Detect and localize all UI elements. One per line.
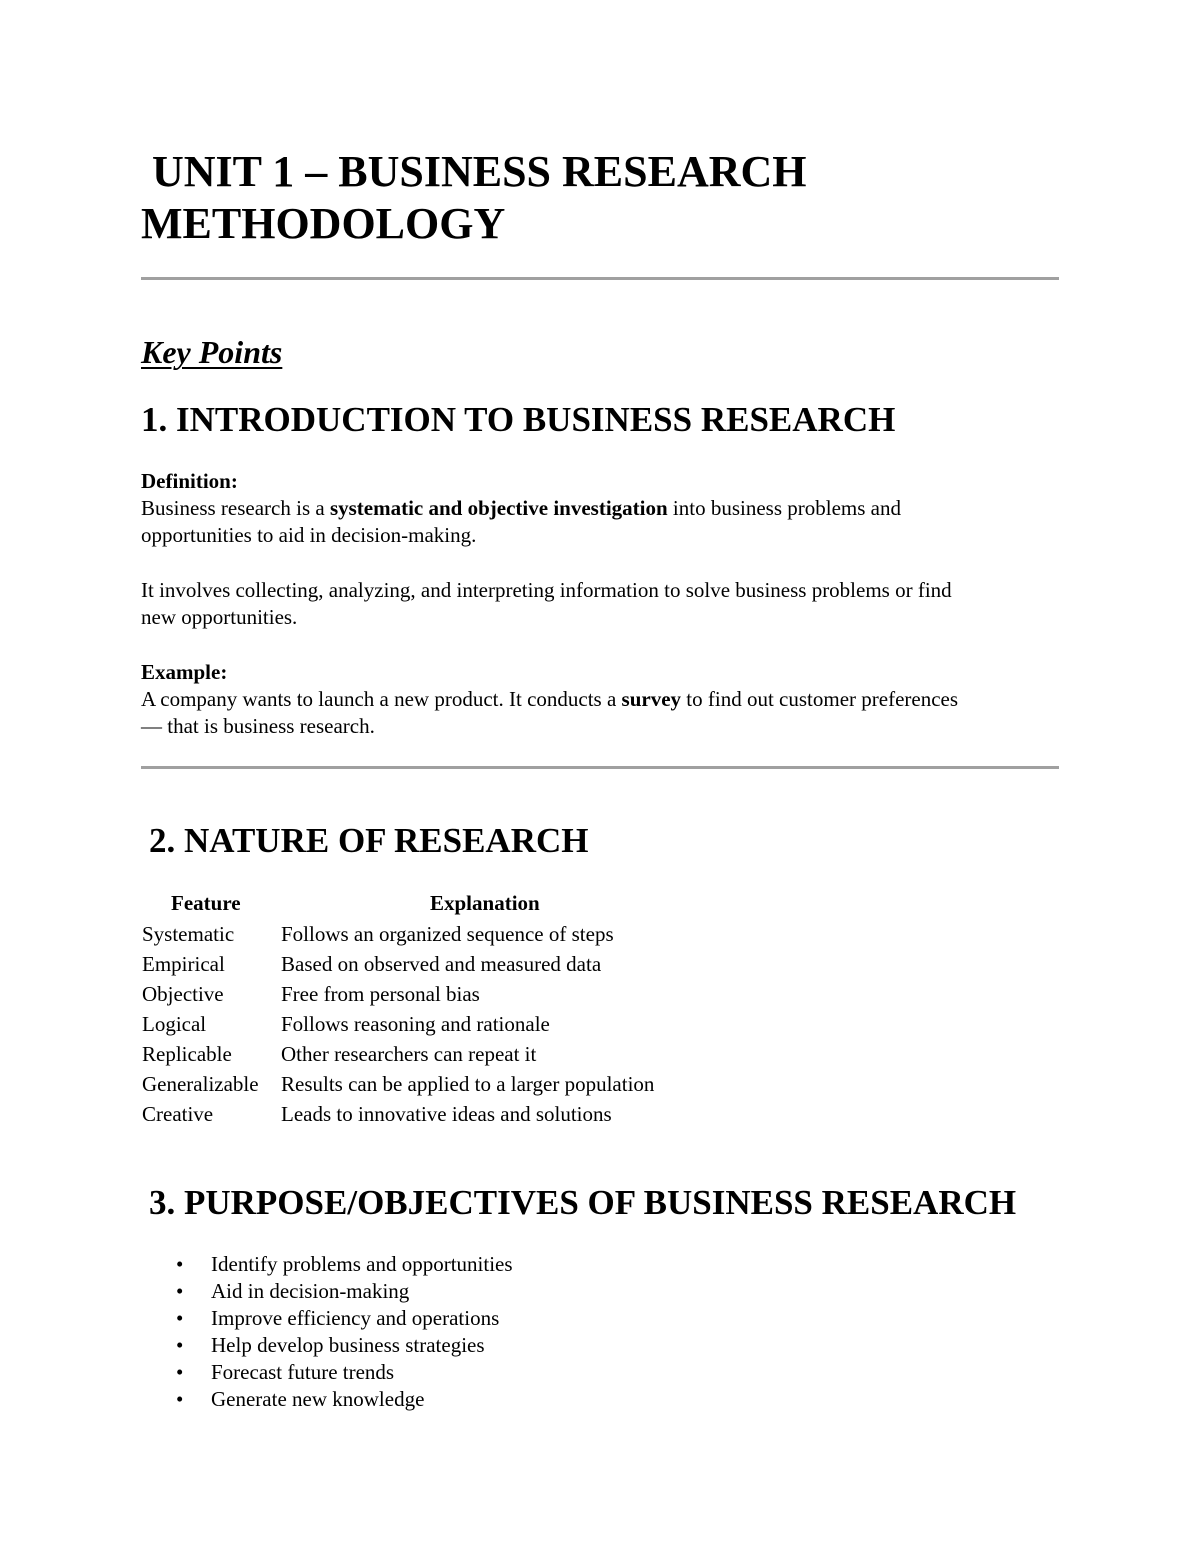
table-cell-feature: Creative [142, 1102, 214, 1126]
example-label: Example: [141, 660, 228, 684]
table-cell-feature: Generalizable [142, 1072, 259, 1096]
definition-text-start: Business research is a [141, 496, 330, 520]
table-cell-explanation: Leads to innovative ideas and solutions [281, 1102, 612, 1126]
list-item [141, 1359, 513, 1386]
bullet-icon: • [176, 1360, 184, 1384]
definition-text-end: into business problems and [667, 496, 901, 520]
table-header-feature: Feature [171, 891, 241, 915]
table-cell-feature: Replicable [142, 1042, 232, 1066]
list-item-text: Improve efficiency and operations [211, 1306, 500, 1330]
list-item-text: Identify problems and opportunities [211, 1252, 513, 1276]
table-cell-feature: Empirical [142, 952, 225, 976]
table-cell-explanation: Follows reasoning and rationale [281, 1012, 550, 1036]
example-line-2: — that is business research. [141, 714, 375, 738]
table-cell-feature: Logical [142, 1012, 207, 1036]
list-item [141, 1332, 513, 1359]
definition-label: Definition: [141, 469, 238, 493]
bullet-icon: • [176, 1333, 184, 1357]
list-item [141, 1305, 513, 1332]
horizontal-rule [141, 766, 1059, 769]
horizontal-rule [141, 277, 1059, 280]
list-item-text: Forecast future trends [211, 1360, 395, 1384]
table-cell-explanation: Free from personal bias [281, 982, 480, 1006]
table-cell-feature: Systematic [142, 922, 235, 946]
objectives-list [141, 1251, 513, 1413]
example-line-1 [141, 686, 958, 713]
bullet-icon: • [176, 1252, 184, 1276]
list-item [141, 1251, 513, 1278]
list-item-text: Generate new knowledge [211, 1387, 425, 1411]
table-cell-explanation: Results can be applied to a larger population [281, 1072, 655, 1096]
paragraph-line-1: It involves collecting, analyzing, and interpreting information to solve business problems or find [141, 578, 952, 602]
title-line-1: UNIT 1 – BUSINESS RESEARCH [152, 147, 807, 196]
list-item-text: Aid in decision-making [211, 1279, 410, 1303]
example-text-start: A company wants to launch a new product. It conducts a [141, 687, 622, 711]
bullet-icon: • [176, 1387, 184, 1411]
bullet-icon: • [176, 1279, 184, 1303]
section-3-heading: 3. PURPOSE/OBJECTIVES OF BUSINESS RESEARCH [149, 1183, 1017, 1222]
definition-line-2: opportunities to aid in decision-making. [141, 523, 477, 547]
list-item-text: Help develop business strategies [211, 1333, 485, 1357]
list-item [141, 1386, 513, 1413]
example-emphasis: survey [621, 687, 682, 711]
table-cell-explanation: Other researchers can repeat it [281, 1042, 537, 1066]
bullet-icon: • [176, 1306, 184, 1330]
table-cell-explanation: Follows an organized sequence of steps [281, 922, 614, 946]
key-points-heading: Key Points [141, 334, 283, 370]
section-2-heading: 2. NATURE OF RESEARCH [149, 821, 589, 860]
paragraph-line-2: new opportunities. [141, 605, 298, 629]
example-text-end: to find out customer preferences [681, 687, 959, 711]
title-line-2: METHODOLOGY [141, 199, 506, 248]
list-item [141, 1278, 513, 1305]
table-cell-explanation: Based on observed and measured data [281, 952, 602, 976]
table-cell-feature: Objective [142, 982, 224, 1006]
definition-line-1 [141, 495, 901, 522]
section-1-heading: 1. INTRODUCTION TO BUSINESS RESEARCH [141, 400, 896, 439]
table-header-explanation: Explanation [430, 891, 540, 915]
definition-emphasis: systematic and objective investigation [329, 496, 668, 520]
